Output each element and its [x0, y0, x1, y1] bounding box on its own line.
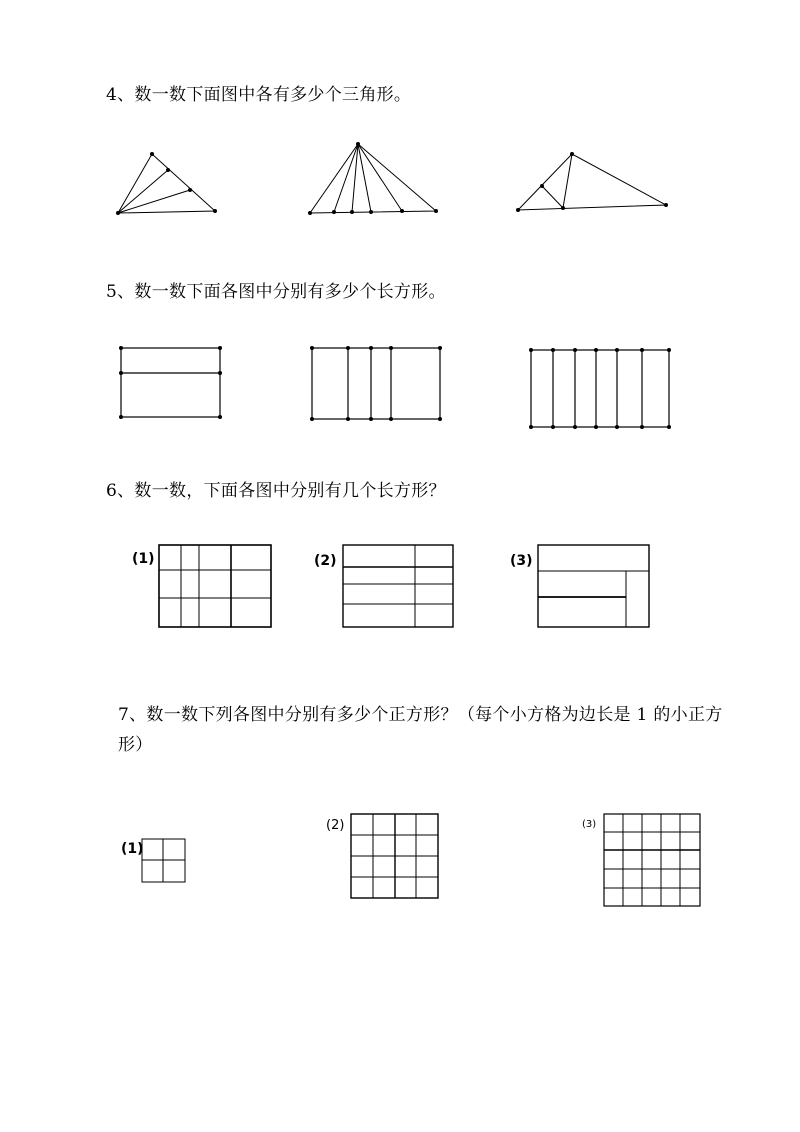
q6-label-3: (3): [510, 553, 533, 569]
q7-label-3: (3): [582, 819, 597, 830]
q7-grid-3: [604, 814, 700, 906]
q6-figure-3: [538, 545, 649, 627]
question-6-text: 6、数一数，下面各图中分别有几个长方形？: [106, 481, 446, 501]
question-4-text: 4、数一数下面图中各有多少个三角形。: [106, 85, 412, 105]
q5-rectangle-3: [531, 350, 669, 427]
q4-triangle-1: [118, 154, 215, 213]
q7-grid-1: [142, 839, 185, 882]
q5-rectangle-2: [312, 348, 440, 419]
q7-label-1: (1): [121, 841, 144, 857]
q5-rectangle-1: [121, 348, 220, 417]
question-5-text: 5、数一数下面各图中分别有多少个长方形。: [106, 282, 446, 302]
q7-label-2: (2): [326, 818, 345, 833]
q7-grid-2: [351, 814, 438, 898]
q6-label-2: (2): [314, 553, 337, 569]
question-7-text: 7、数一数下列各图中分别有多少个正方形？（每个小方格为边长是 1 的小正方形）: [118, 705, 723, 755]
q6-label-1: (1): [132, 551, 155, 567]
q6-figure-2: [343, 545, 453, 627]
q6-figure-1: [159, 545, 271, 627]
q4-triangle-3: [518, 154, 666, 210]
q4-triangle-2: [310, 144, 436, 213]
